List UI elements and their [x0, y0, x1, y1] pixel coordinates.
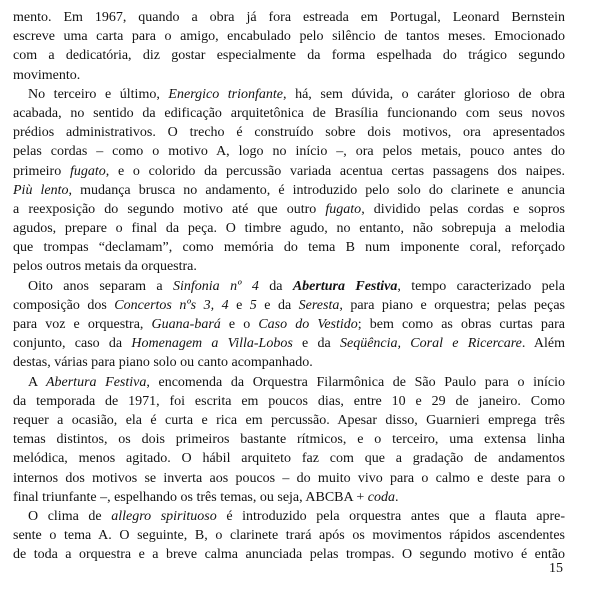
text-segment: e [228, 297, 250, 313]
text-segment: sente o tema A. O seguinte, B, o clarinete trará após os movimentos rápidos ascendentes [13, 528, 565, 544]
paragraph [13, 277, 565, 373]
text-segment: e o [220, 317, 259, 332]
text-line [13, 373, 565, 392]
page-number: 15 [549, 561, 563, 576]
text-segment: composição dos [13, 297, 115, 313]
text-segment: , e o colorido da percussão variada acentua certas passagens dos naipes. [105, 163, 565, 179]
text-segment: agudos, prepare o final da peça. O timbre agudo, no entanto, não sobrepuja a melodia [13, 221, 565, 237]
text-segment: Guana-bará [151, 317, 221, 332]
text-segment: Seresta [298, 297, 340, 313]
text-segment: prédios administrativos. O trecho é construído sobre dois motivos, ora apresentados [13, 125, 565, 141]
text-segment: , mudança brusca no andamento, é introduzido pelo solo do clarinete e anuncia [68, 182, 565, 198]
text-line [13, 66, 565, 85]
text-line [13, 430, 565, 449]
text-segment: que trompas “declamam”, como memória do tema B num imponente coral, reforçado [13, 240, 565, 256]
text-segment: Energico trionfante [168, 86, 284, 102]
text-line [13, 123, 565, 142]
text-line [13, 296, 565, 315]
text-line [13, 277, 565, 296]
text-segment: allegro spirituoso [111, 508, 217, 524]
text-segment: e da [256, 297, 299, 313]
text-segment: Sinfonia nº 4 [173, 278, 259, 294]
text-segment: temas distintos, os dois primeiros bastante rítmicos, e o terceiro, uma extensa linha [13, 432, 565, 448]
text-segment: pelas cordas – como o motivo A, logo no início –, ora pelos metais, pouco antes do [13, 144, 565, 160]
text-line [13, 334, 565, 353]
text-line [13, 411, 565, 430]
text-block [13, 8, 565, 564]
text-segment: melódica, menos agitado. O hábil arquiteto faz com que a gradação de andamentos [13, 451, 565, 467]
text-segment: da temporada de 1971, foi escrita em poucos dias, entre 10 e 29 de janeiro. Como [13, 393, 565, 409]
text-segment: , encomenda da Orquestra Filarmônica de São Paulo para o início [146, 374, 565, 390]
text-segment: conjunto, caso da [13, 336, 132, 352]
paragraph [13, 507, 565, 565]
text-segment: A [28, 374, 46, 390]
text-line [13, 200, 565, 219]
text-line [13, 469, 565, 488]
text-segment: requer a ocasião, ela é curta e rica em percussão. Apesar disso, Guarnieri emprega três [13, 412, 565, 428]
text-segment: Oito anos separam a [28, 278, 174, 294]
text-segment: , tempo caracterizado pela [397, 278, 565, 294]
text-segment: a reexposição do segundo motivo até que outro [13, 201, 326, 217]
text-line [13, 46, 565, 65]
text-segment: acabada, no sentido da edificação arquitetônica de Brasília funcionando com seus novos [13, 105, 565, 121]
text-segment: Più lento [13, 182, 69, 198]
text-segment: de toda a orquestra e a breve calma anunciada pelas trompas. O segundo motivo é então [13, 547, 565, 563]
text-line [13, 85, 565, 104]
text-segment: da [258, 278, 293, 294]
text-segment: escreve uma carta para o amigo, encabulado pelo silêncio de tantos meses. Emocionado [13, 29, 565, 45]
text-segment: movimento. [13, 67, 81, 83]
text-segment: é introduzido pela orquestra antes que a flauta apre- [216, 508, 565, 524]
text-segment: Seqüência, Coral e Ricercare [340, 336, 522, 352]
text-line [13, 257, 565, 276]
text-segment: fugato [69, 163, 106, 179]
text-line [13, 142, 565, 161]
text-line [13, 449, 565, 468]
text-segment: ; bem como as obras curtas para [357, 317, 565, 332]
text-segment: para voz e orquestra, [13, 317, 152, 332]
text-line [13, 526, 565, 545]
text-segment: Concertos nºs 3, 4 [114, 297, 229, 313]
text-segment: Abertura Festiva [292, 278, 398, 294]
text-line [13, 162, 565, 181]
text-segment: final triunfante –, espelhando os três temas, ou seja, ABCBA + [13, 489, 368, 505]
paragraph [13, 85, 565, 277]
paragraph [13, 373, 565, 507]
text-segment: , para piano e orquestra; pelas peças [339, 297, 565, 313]
text-segment: Caso do Vestido [258, 317, 358, 332]
text-segment: destas, várias para piano solo ou canto acompanhado. [13, 355, 313, 371]
text-line [13, 392, 565, 411]
text-segment: . Além [521, 336, 565, 352]
text-segment: Abertura Festiva [45, 374, 147, 390]
text-segment: com a dedicatória, diz gostar especialmente da forma espelhada do trágico segundo [13, 48, 565, 64]
text-segment: , há, sem dúvida, o caráter glorioso de obra [283, 86, 565, 102]
text-segment: 5 [249, 297, 257, 313]
text-segment: O clima de [28, 508, 112, 524]
text-line [13, 353, 565, 372]
text-line [13, 488, 565, 507]
text-line [13, 315, 565, 334]
text-segment: . [394, 489, 399, 505]
text-segment: No terceiro e último, [28, 86, 169, 102]
text-segment: mento. Em 1967, quando a obra já fora estreada em Portugal, Leonard Bernstein [13, 10, 565, 25]
text-line [13, 219, 565, 238]
text-line [13, 27, 565, 46]
text-segment: Homenagem a Villa-Lobos [131, 336, 293, 352]
text-segment: fugato [325, 201, 362, 217]
text-line [13, 238, 565, 257]
text-line [13, 104, 565, 123]
text-segment: primeiro [13, 163, 70, 179]
paragraph [13, 8, 565, 85]
text-line [13, 181, 565, 200]
text-segment: , dividido pelas cordas e sopros [361, 201, 565, 217]
text-line [13, 8, 565, 27]
text-segment: internos dos motivos se inverta aos poucos – do muito vivo para o calmo e deste para o [13, 470, 565, 486]
text-segment: coda [367, 489, 395, 505]
text-line [13, 507, 565, 526]
text-segment: pelos outros metais da orquestra. [13, 259, 197, 275]
text-segment: e da [292, 336, 340, 352]
